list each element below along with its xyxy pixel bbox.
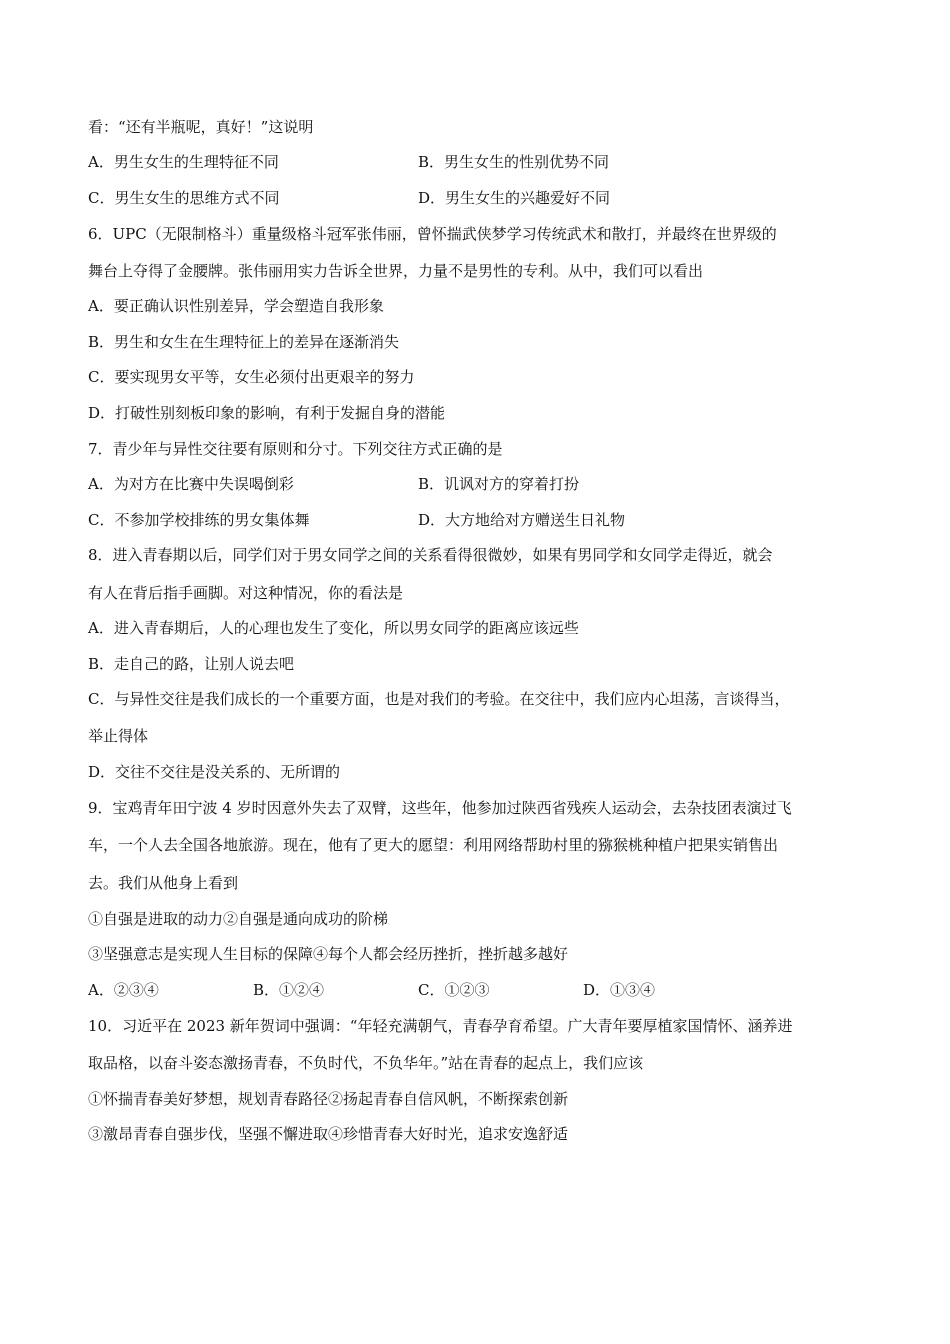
q8-option-b: B．走自己的路，让别人说去吧 <box>88 655 295 673</box>
q5-option-b: B．男生女生的性别优势不同 <box>418 153 610 171</box>
q10-statements-2: ③激昂青春自强步伐，坚强不懈进取④珍惜青春大好时光，追求安逸舒适 <box>88 1125 569 1143</box>
q9-stem-line3: 去。我们从他身上看到 <box>88 874 239 892</box>
q7-option-a: A．为对方在比赛中失误喝倒彩 <box>88 475 294 493</box>
q6-option-a: A．要正确认识性别差异，学会塑造自我形象 <box>88 297 384 315</box>
q7-option-d: D．大方地给对方赠送生日礼物 <box>418 511 626 529</box>
q8-stem-line1: 8．进入青春期以后，同学们对于男女同学之间的关系看得很微妙，如果有男同学和女同学走得近，就会 <box>88 546 773 564</box>
q8-option-d: D．交往不交往是没关系的、无所谓的 <box>88 763 341 781</box>
q9-option-a: A．②③④ <box>88 981 159 999</box>
q9-option-c: C．①②③ <box>418 981 490 999</box>
q5-option-a: A．男生女生的生理特征不同 <box>88 153 279 171</box>
q6-option-d: D．打破性别刻板印象的影响，有利于发掘自身的潜能 <box>88 404 446 422</box>
q10-statements-1: ①怀揣青春美好梦想，规划青春路径②扬起青春自信风帆，不断探索创新 <box>88 1090 569 1108</box>
q5-option-d: D．男生女生的兴趣爱好不同 <box>418 189 611 207</box>
q9-stem-line1: 9．宝鸡青年田宁波 4 岁时因意外失去了双臂，这些年，他参加过陕西省残疾人运动会，去杂技团表演过飞 <box>88 799 792 817</box>
q8-stem-line2: 有人在背后指手画脚。对这种情况，你的看法是 <box>88 584 404 602</box>
q9-statements-2: ③坚强意志是实现人生目标的保障④每个人都会经历挫折，挫折越多越好 <box>88 945 569 963</box>
q6-option-c: C．要实现男女平等，女生必须付出更艰辛的努力 <box>88 368 415 386</box>
q6-option-b: B．男生和女生在生理特征上的差异在逐渐消失 <box>88 333 400 351</box>
q9-option-d: D．①③④ <box>583 981 656 999</box>
q7-stem: 7．青少年与异性交往要有原则和分寸。下列交往方式正确的是 <box>88 440 503 458</box>
q9-statements-1: ①自强是进取的动力②自强是通向成功的阶梯 <box>88 910 389 928</box>
q7-option-b: B．讥讽对方的穿着打扮 <box>418 475 580 493</box>
q5-option-c: C．男生女生的思维方式不同 <box>88 189 280 207</box>
q8-option-c-line2: 举止得体 <box>88 727 149 745</box>
q10-stem-line2: 取品格，以奋斗姿态激扬青春，不负时代，不负华年。”站在青春的起点上，我们应该 <box>88 1054 644 1072</box>
q8-option-c-line1: C．与异性交往是我们成长的一个重要方面，也是对我们的考验。在交往中，我们应内心坦荡，言谈得当， <box>88 690 790 708</box>
q10-stem-line1: 10．习近平在 2023 新年贺词中强调：“年轻充满朝气，青春孕育希望。广大青年要厚植家国情怀、涵养进 <box>88 1017 793 1035</box>
q6-stem-line1: 6．UPC（无限制格斗）重量级格斗冠军张伟丽，曾怀揣武侠梦学习传统武术和散打，并最终在世界级的 <box>88 225 777 243</box>
q9-stem-line2: 车，一个人去全国各地旅游。现在，他有了更大的愿望：利用网络帮助村里的猕猴桃种植户把果实销售出 <box>88 836 779 854</box>
q6-stem-line2: 舞台上夺得了金腰牌。张伟丽用实力告诉全世界，力量不是男性的专利。从中，我们可以看出 <box>88 262 704 280</box>
q9-option-b: B．①②④ <box>253 981 325 999</box>
q8-option-a: A．进入青春期后，人的心理也发生了变化，所以男女同学的距离应该远些 <box>88 619 579 637</box>
q7-option-c: C．不参加学校排练的男女集体舞 <box>88 511 310 529</box>
q5-stem-end: 看：“还有半瓶呢，真好！”这说明 <box>88 118 314 136</box>
